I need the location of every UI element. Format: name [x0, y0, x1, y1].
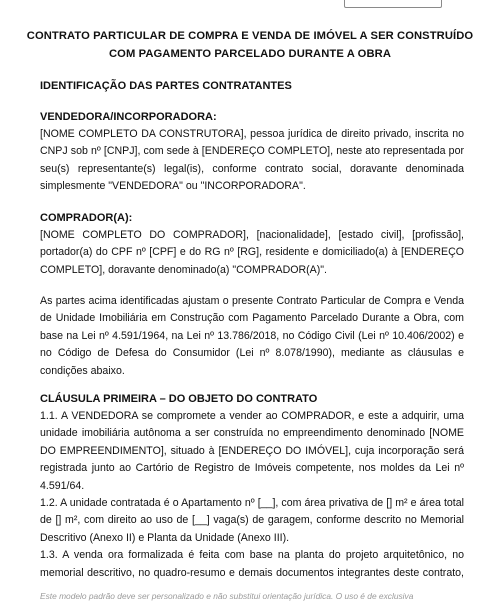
- buyer-paragraph: [40, 227, 464, 279]
- clause1-line: 1.2. A unidade contratada é o Apartamento nº [__], com área privativa de [] m² e área total: [40, 497, 464, 510]
- seller-heading: VENDEDORA/INCORPORADORA:: [40, 111, 217, 123]
- parties-heading: IDENTIFICAÇÃO DAS PARTES CONTRATANTES: [40, 80, 292, 92]
- clause1-line: de [] m², com direito ao uso de [__] vaga(s) de garagem, conforme descrito no Memorial: [40, 514, 464, 527]
- clause1-line: unidade imobiliária autônoma a ser construída no empreendimento denominado [NOME: [40, 427, 464, 440]
- buyer-line: [NOME COMPLETO DO COMPRADOR], [nacionalidade], [estado civil], [profissão],: [40, 229, 464, 241]
- clause1-heading: CLÁUSULA PRIMEIRA – DO OBJETO DO CONTRATO: [40, 393, 318, 405]
- seller-line: seu(s) representante(s) legal(is), conforme contrato social, doravante denominada: [40, 162, 464, 175]
- buyer-line: portador(a) do CPF nº [CPF] e do RG nº [RG], residente e domiciliado(a) à [ENDEREÇO: [40, 246, 464, 259]
- intro-line: de Unidade Imobiliária em Construção com Pagamento Parcelado Durante a Obra, com: [40, 312, 464, 325]
- clause1-line: 1.3. A venda ora formalizada é feita com base na planta do projeto arquitetônico, no: [40, 549, 464, 562]
- clause1-line: DO EMPREENDIMENTO], situado à [ENDEREÇO DO IMÓVEL], cuja incorporação será: [40, 444, 464, 457]
- buyer-line: COMPLETO], doravante denominado(a) "COMPRADOR(A)".: [40, 263, 327, 276]
- clause1-line: registrada junto ao Cartório de Registro de Imóveis competente, nos moldes da Lei nº: [40, 462, 464, 475]
- footer-disclaimer: Este modelo padrão deve ser personalizado e não substitui orientação jurídica. O uso é de exclusiva: [40, 591, 414, 601]
- clause1-line: 4.591/64.: [40, 479, 85, 492]
- intro-line: base na Lei nº 4.591/1964, na Lei nº 13.786/2018, no Código Civil (Lei nº 10.406/2002) e: [40, 329, 464, 342]
- buyer-heading: COMPRADOR(A):: [40, 212, 133, 224]
- intro-paragraph: [40, 293, 464, 380]
- clause1-line: memorial descritivo, no quadro-resumo e demais documentos integrantes deste contrato,: [40, 566, 464, 579]
- clause1-line: Descritivo (Anexo II) e Planta da Unidade (Anexo III).: [40, 531, 290, 544]
- seller-line: CNPJ sob nº [CNPJ], com sede à [ENDEREÇO COMPLETO], neste ato representada por: [40, 145, 464, 158]
- document-title-line-2: COM PAGAMENTO PARCELADO DURANTE A OBRA: [108, 48, 392, 60]
- clause1-line: 1.1. A VENDEDORA se compromete a vender ao COMPRADOR, e este a adquirir, uma: [40, 410, 464, 422]
- clause1-paragraph: [40, 408, 464, 582]
- intro-line: condições abaixo.: [40, 364, 125, 377]
- document-title-line-1: CONTRATO PARTICULAR DE COMPRA E VENDA DE IMÓVEL A SER CONSTRUÍDO: [26, 30, 474, 42]
- intro-line: no Código de Defesa do Consumidor (Lei nº 8.078/1990), mediante as cláusulas e: [40, 347, 464, 360]
- seller-paragraph: [40, 126, 464, 196]
- seller-line: simplesmente "VENDEDORA" ou "INCORPORADORA".: [40, 180, 306, 193]
- intro-line: As partes acima identificadas ajustam o presente Contrato Particular de Compra e Venda: [40, 295, 464, 307]
- seller-line: [NOME COMPLETO DA CONSTRUTORA], pessoa jurídica de direito privado, inscrita no: [40, 128, 464, 140]
